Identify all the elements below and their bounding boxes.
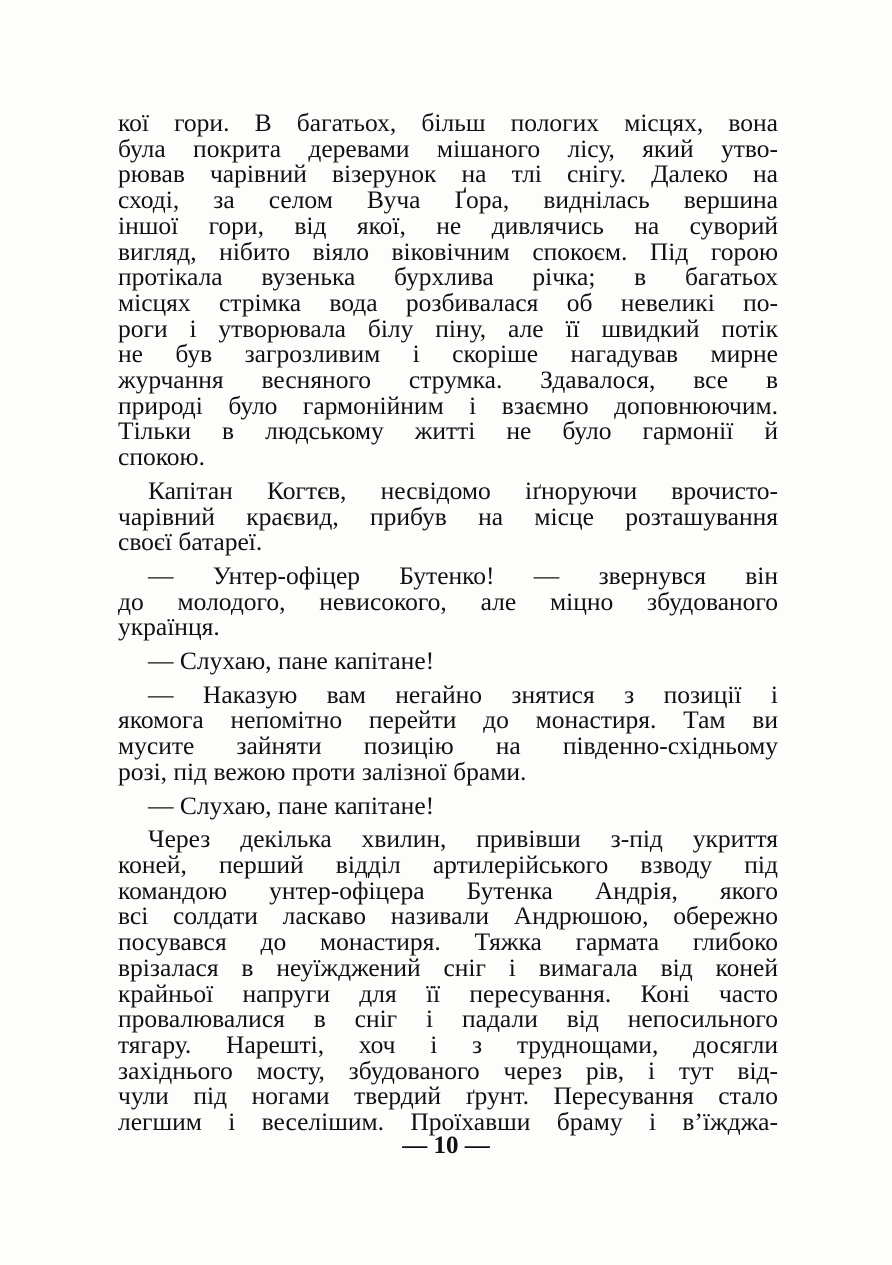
text-line: чарівний краєвид, прибув на місце розташування	[118, 501, 778, 531]
text-line: сході, за селом Вуча Ґора, виднілась вершина	[118, 185, 778, 215]
page-number: — 10 —	[402, 1132, 490, 1159]
text-line: журчання весняного струмка. Здавалося, все в	[118, 365, 778, 395]
text-line: — Наказую вам негайно знятися з позиції і	[148, 679, 778, 709]
text-line: була покрита деревами мішаного лісу, який утво-	[118, 133, 778, 163]
text-line: західнього мосту, збудованого через рів, і тут від-	[118, 1055, 778, 1085]
paragraph-artillery-moves	[118, 824, 778, 1137]
text-line: коней, перший відділ артилерійського взводу під	[118, 849, 778, 879]
text-line: командою унтер-офіцера Бутенка Андрія, якого	[118, 875, 778, 905]
text-line: крайньої напруги для її пересування. Коні часто	[118, 978, 778, 1008]
text-line: легшим і веселішим. Проїхавши браму і в’їжджа-	[118, 1107, 778, 1137]
text-line: посувався до монастиря. Тяжка гармата глибоко	[118, 927, 778, 957]
text-line: вигляд, нібито віяло віковічним спокоєм. Під горою	[118, 236, 778, 266]
text-line: природі було гармонійним і взаємно доповнюючим.	[118, 390, 778, 420]
paragraph-dialogue-reply-1	[118, 648, 778, 674]
text-line: — Слухаю, пане капітане!	[148, 646, 435, 676]
text-line: кої гори. В багатьох, більш пологих місцях, вона	[118, 108, 778, 137]
text-line: чули під ногами твердий ґрунт. Пересування стало	[118, 1081, 778, 1111]
text-line: якомога непомітно перейти до монастиря. Там ви	[118, 705, 778, 735]
text-line: Через декілька хвилин, привівши з-під укриття	[148, 824, 778, 854]
paragraph-dialogue-order	[118, 679, 778, 786]
paragraph-dialogue-reply-2	[118, 790, 778, 820]
text-line: рював чарівний візерунок на тлі снігу. Далеко на	[118, 159, 778, 189]
text-line: врізалася в неуїжджений сніг і вимагала від коней	[118, 952, 778, 982]
text-line: до молодого, невисокого, але міцно збудованого	[118, 586, 778, 616]
text-line: провалювалися в сніг і падали від непосильного	[118, 1004, 778, 1034]
paragraph-captain-arrives	[118, 475, 778, 557]
text-line: мусите зайняти позицію на південно-східньому	[118, 731, 778, 761]
text-line: всі солдати ласкаво називали Андрюшою, обережно	[118, 901, 778, 931]
text-line: Капітан Когтєв, несвідомо іґноруючи врочисто-	[148, 475, 778, 505]
text-line: спокою.	[118, 442, 205, 472]
text-line: тягару. Нарешті, хоч і з труднощами, досягли	[118, 1029, 778, 1059]
text-line: роги і утворювала білу піну, але її швидкий потік	[118, 313, 778, 343]
page-body	[118, 110, 778, 1135]
paragraph-dialogue-address	[118, 560, 778, 642]
text-line: не був загрозливим і скоріше нагадував мирне	[118, 339, 778, 369]
text-line: іншої гори, від якої, не дивлячись на суворий	[118, 210, 778, 240]
text-line: — Унтер-офіцер Бутенко! — звернувся він	[148, 560, 778, 590]
text-line: Тільки в людському житті не було гармонії й	[118, 416, 778, 446]
text-line: розі, під вежою проти залізної брами.	[118, 756, 527, 786]
text-line: протікала вузенька бурхлива річка; в багатьох	[118, 262, 778, 292]
text-line: місцях стрімка вода розбивалася об невеликі по-	[118, 287, 778, 317]
paragraph-landscape	[118, 110, 778, 470]
text-line: українця.	[118, 612, 220, 642]
text-line: — Слухаю, пане капітане!	[148, 790, 435, 820]
text-line: своєї батареї.	[118, 527, 263, 557]
